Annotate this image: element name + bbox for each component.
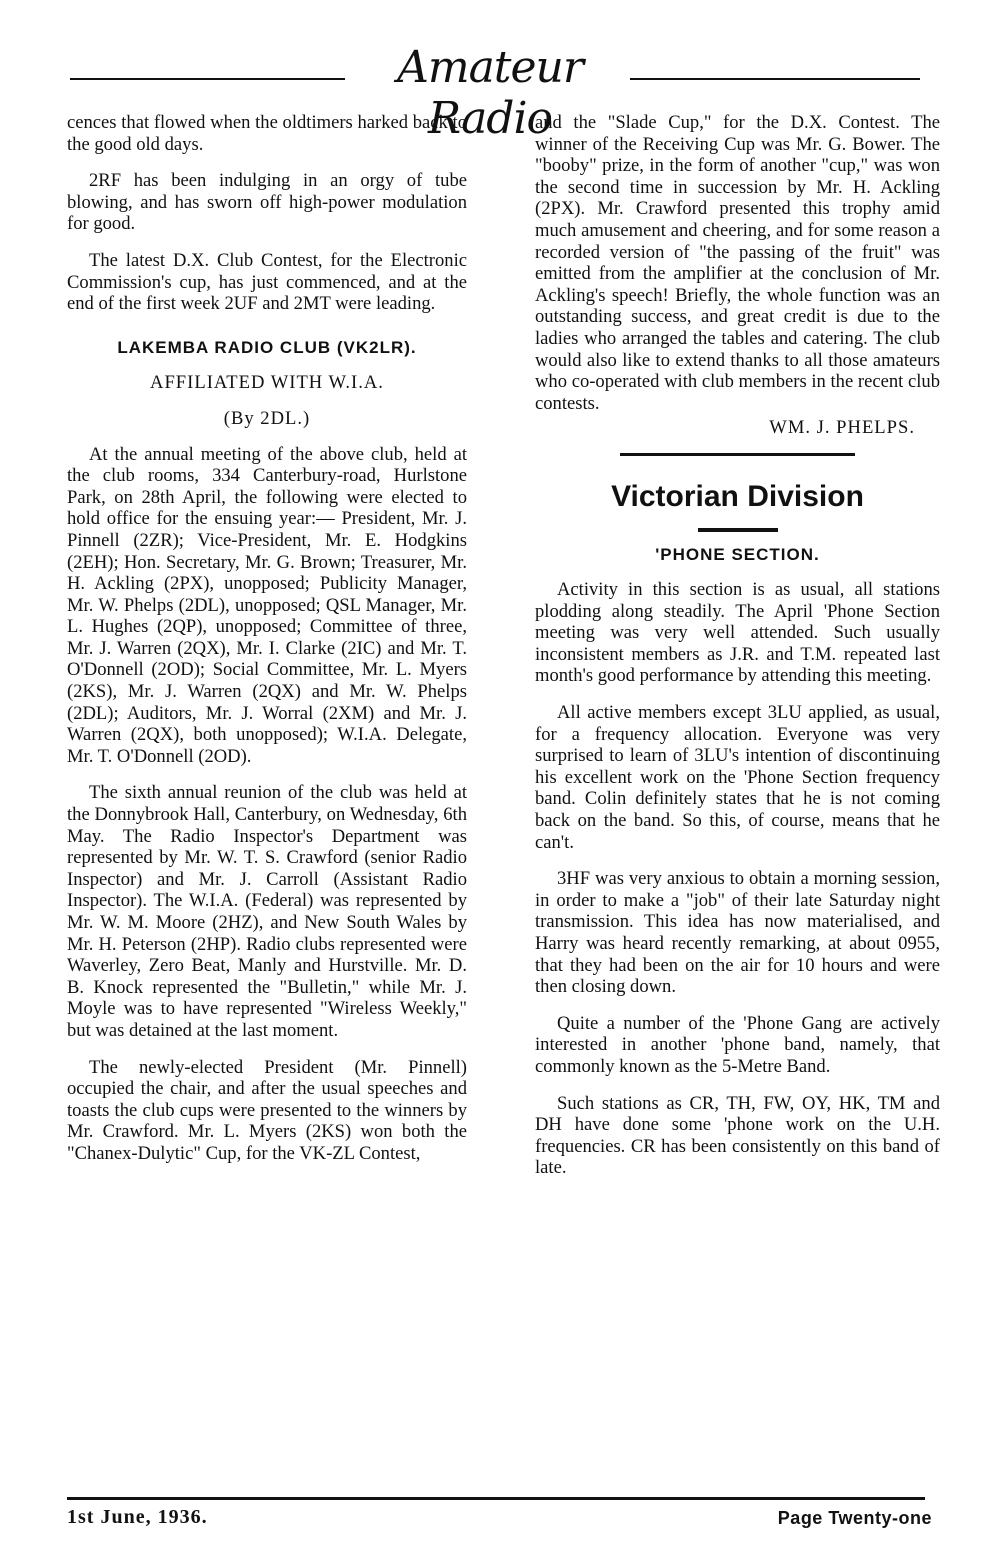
paragraph-activity: Activity in this section is as usual, all stations plodding along steadily. The April 'Phone Section meeting was very well attended. Such usually inconsistent members as J.R. and T.M. repeated last month's good performance by attending this meeting. [535,579,940,687]
masthead-title: Amateur Radio [397,42,583,144]
paragraph-2rf: 2RF has been indulging in an orgy of tube blowing, and has sworn off high-power modulation for good. [67,170,467,235]
signature: WM. J. PHELPS. [769,417,915,439]
byline: (By 2DL.) [223,407,311,429]
footer-rule [67,1497,925,1500]
paragraph-3hf: 3HF was very anxious to obtain a morning session, in order to make a "job" of their late Saturday night transmission. This idea has now materialised, and Harry was heard recently remarking, at about 0955, that they had been on the air for 10 hours and were then closing down. [535,868,940,998]
paragraph-cups-continuation: and the "Slade Cup," for the D.X. Contest. The winner of the Receiving Cup was Mr. G. Bower. The "booby" prize, in the form of another "cup," was won the second time in succession by Mr. H. Ackling (2PX). Mr. Crawford presented this trophy amid much amusement and cheering, and for some reason a recorded version of "the passing of the fruit" was emitted from the amplifier at the conclusion of Mr. Ackling's speech! Briefly, the whole function was an outstanding success, and great credit is due to the ladies who arranged the tables and catering. The club would also like to extend thanks to all those amateurs who co-operated with club members in the recent club contests. [535,112,940,414]
paragraph-reunion: The sixth annual reunion of the club was held at the Donnybrook Hall, Canterbury, on Wednesday, 6th May. The Radio Inspector's Department was represented by Mr. W. T. S. Crawford (senior Radio Inspector) and Mr. J. Carroll (Assistant Radio Inspector). The W.I.A. (Federal) was represented by Mr. W. M. Moore (2HZ), and New South Wales by Mr. H. Peterson (2HP). Radio clubs represented were Waverley, Zero Beat, Manly and Hurstville. Mr. D. B. Knock represented the "Bulletin," while Mr. J. Moyle was to have represented "Wireless Weekly," but was detained at the last moment. [67,782,467,1041]
right-column [535,112,940,1194]
paragraph-3lu: All active members except 3LU applied, as usual, for a frequency allocation. Everyone was very surprised to learn of 3LU's intention of discontinuing his excellent work on the 'Phone Section frequency band. Colin definitely states that he is not coming back on the band. So this, of course, means that he can't. [535,702,940,853]
left-column [67,112,467,1180]
paragraph-president: The newly-elected President (Mr. Pinnell) occupied the chair, and after the usual speeches and toasts the club cups were presented to the winners by Mr. Crawford. Mr. L. Myers (2KS) won both the "Chanex-Dulytic" Cup, for the VK-ZL Contest, [67,1056,467,1164]
affiliation-line: AFFILIATED WITH W.I.A. [150,372,384,394]
footer-date: 1st June, 1936. [67,1506,208,1528]
paragraph-continuation: cences that flowed when the oldtimers harked back to the good old days. [67,112,467,155]
division-title: Victorian Division [611,479,864,513]
section-divider [620,453,855,456]
masthead-rule-right [630,78,920,80]
masthead-rule-left [70,78,345,80]
title-underline [698,528,778,532]
paragraph-phone-gang: Quite a number of the 'Phone Gang are actively interested in another 'phone band, namely, that commonly known as the 5-Metre Band. [535,1012,940,1077]
club-heading: LAKEMBA RADIO CLUB (VK2LR). [117,337,417,357]
footer-page-number: Page Twenty-one [777,1508,932,1528]
paragraph-annual-meeting: At the annual meeting of the above club, held at the club rooms, 334 Canterbury-road, Hurlstone Park, on 28th April, the following were elected to hold office for the ensuing year:— President, Mr. J. Pinnell (2ZR); Vice-President, Mr. E. Hodgkins (2EH); Hon. Secretary, Mr. G. Brown; Treasurer, Mr. H. Ackling (2PX), unopposed; Publicity Manager, Mr. W. Phelps (2DL), unopposed; QSL Manager, Mr. L. Hughes (2QP), unopposed; Committee of three, Mr. J. Warren (2QX), Mr. I. Clarke (2IC) and Mr. T. O'Donnell (2OD); Social Committee, Mr. L. Myers (2KS), Mr. J. Warren (2QX) and Mr. W. Phelps (2DL); Auditors, Mr. J. Worral (2XM) and Mr. J. Warren (2QX), both unopposed); W.I.A. Delegate, Mr. T. O'Donnell (2OD). [67,443,467,767]
paragraph-dx-contest: The latest D.X. Club Contest, for the Electronic Commission's cup, has just commenced, and at the end of the first week 2UF and 2MT were leading. [67,249,467,315]
paragraph-stations: Such stations as CR, TH, FW, OY, HK, TM and DH have done some 'phone work on the U.H. frequencies. CR has been consistently on this band of late. [535,1092,940,1179]
section-heading: 'PHONE SECTION. [655,544,820,564]
